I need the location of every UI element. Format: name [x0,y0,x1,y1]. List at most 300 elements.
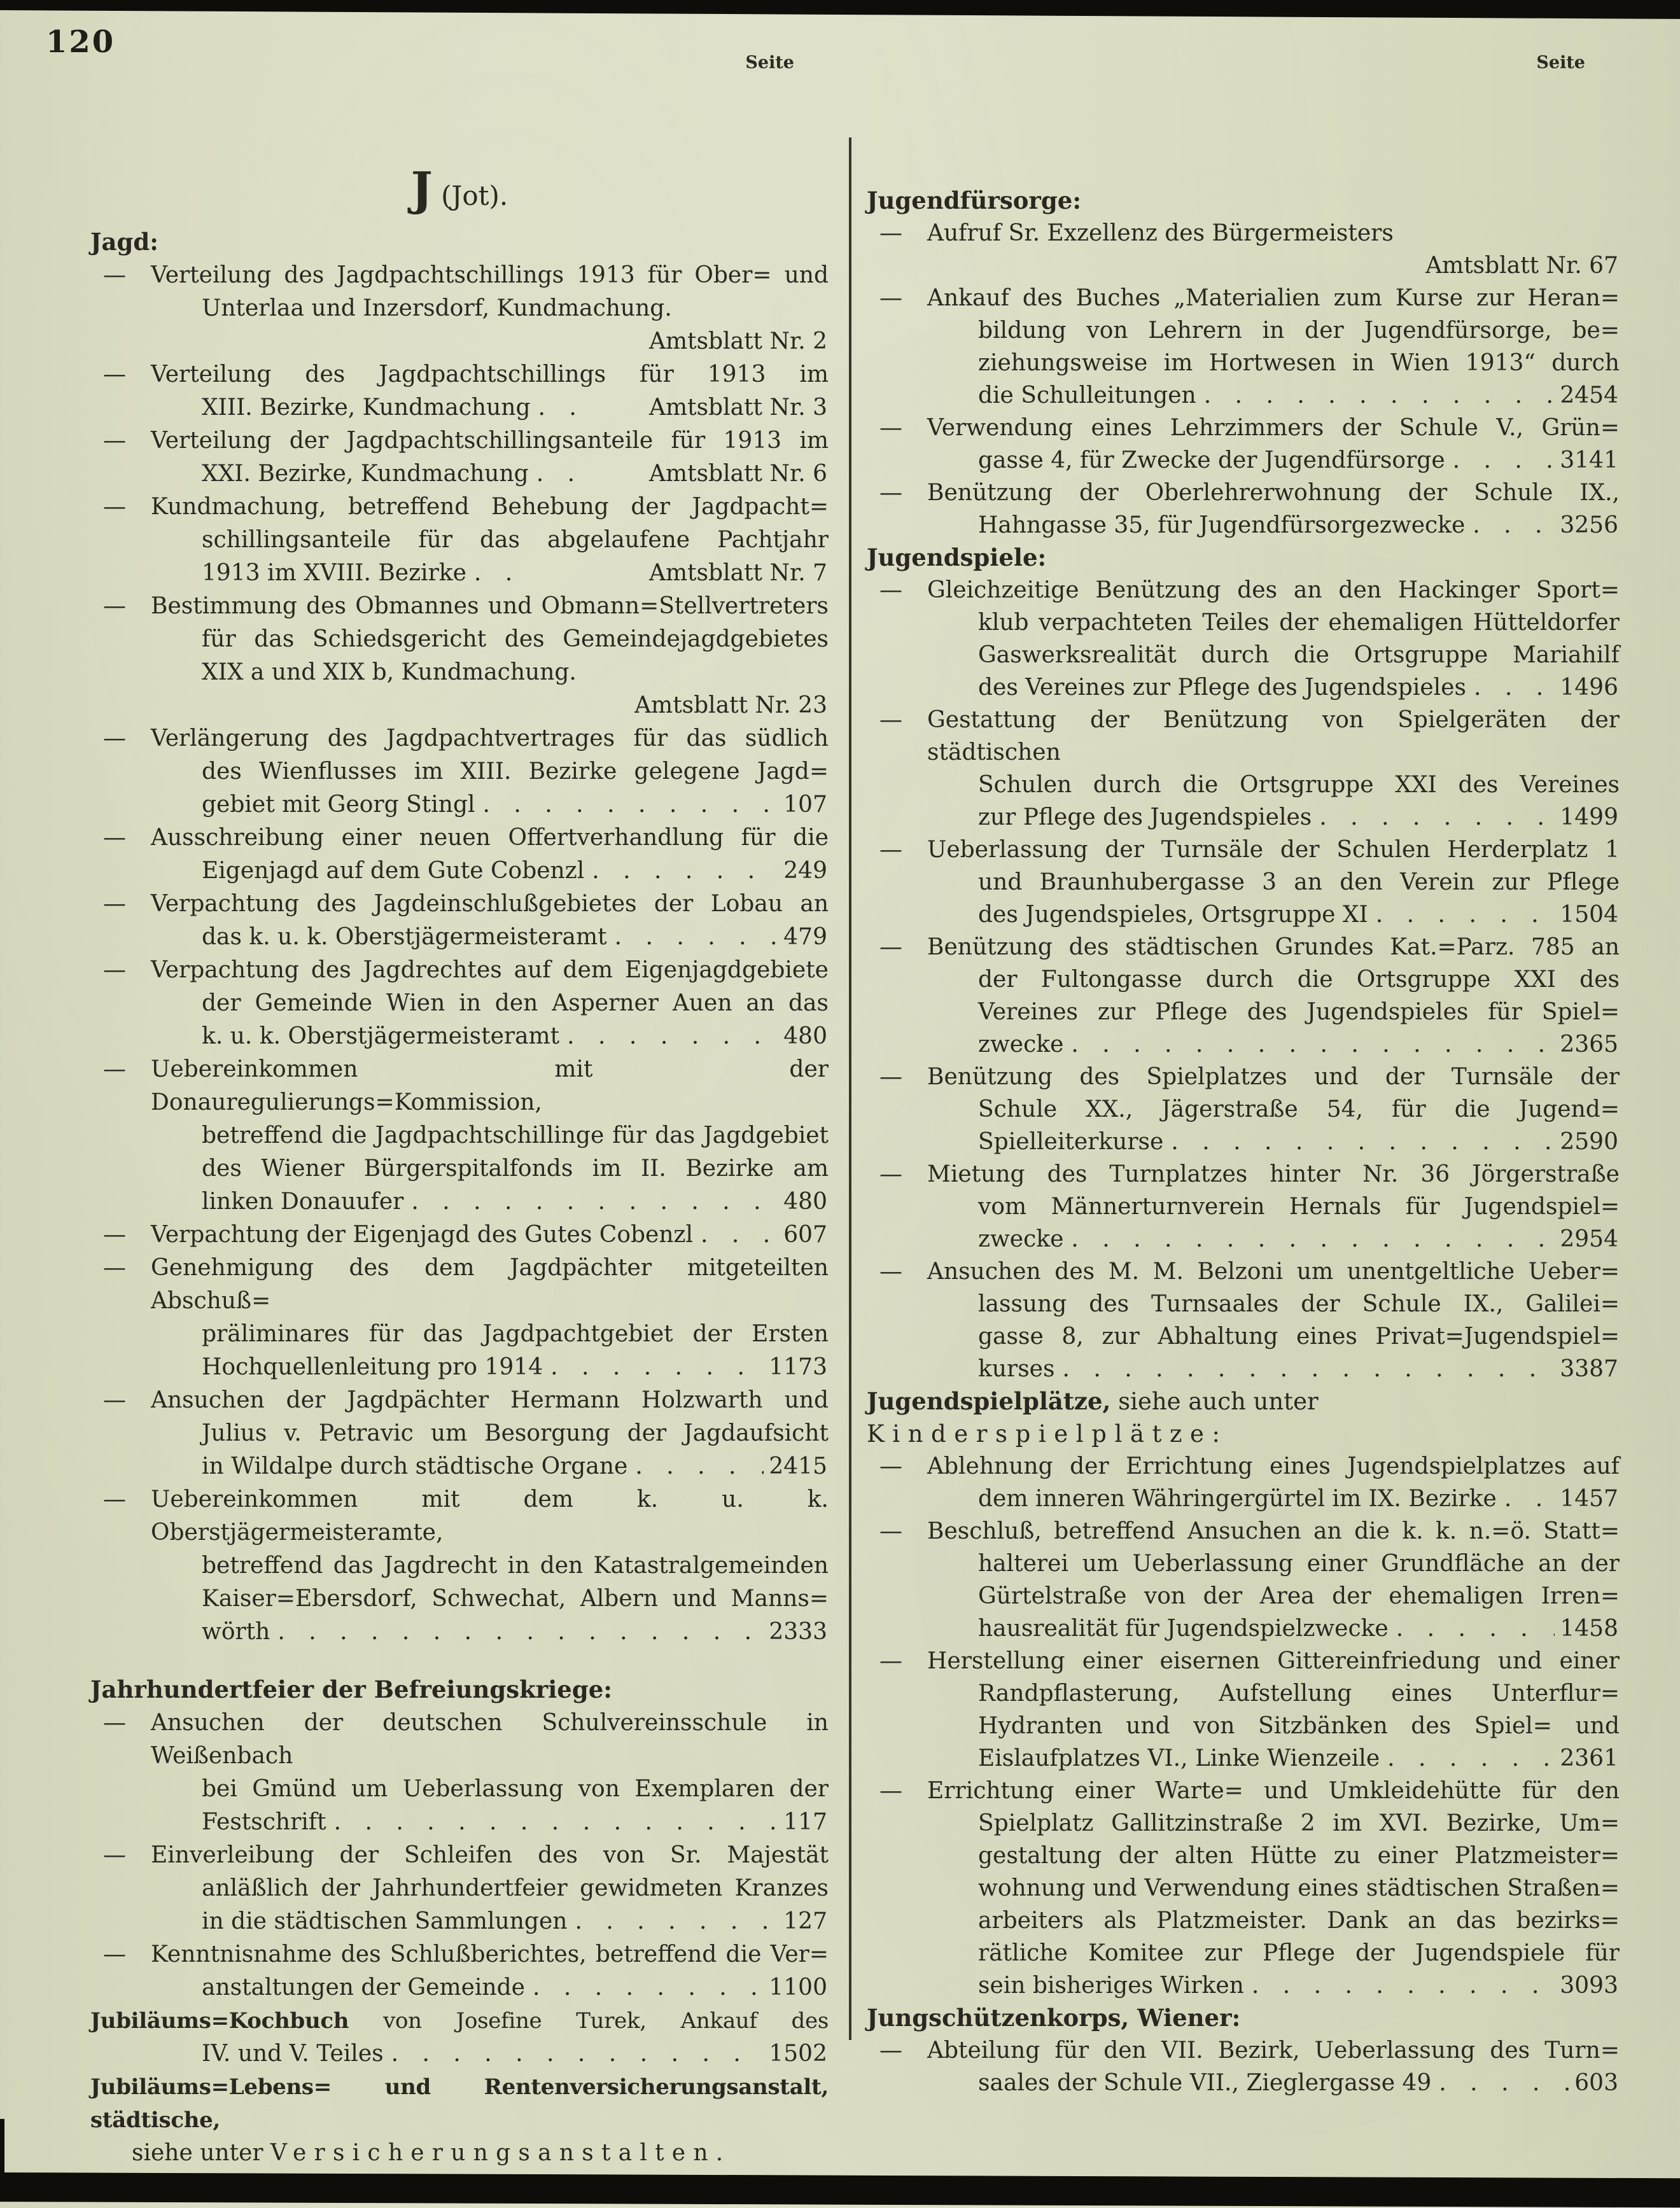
index-entry [90,424,829,491]
entry-line [90,292,829,325]
section-heading [867,542,1620,574]
entry-line [867,866,1620,898]
entry-line [90,722,829,755]
text-segment: halterei um Ueberlassung einer Grundfläche an der [978,1551,1620,1577]
page-ref: 479 [783,924,827,950]
text-segment: die Schulleitungen [978,382,1196,409]
entry-text [978,967,1620,993]
entry-text [151,428,829,454]
entry-line [90,1351,829,1384]
entry-line [90,1384,829,1417]
entry-text [978,1969,1244,2002]
entry-line [867,769,1620,801]
text-segment: des Wiener Bürgerspitalfonds im II. Bezirke am [202,1156,829,1182]
page-ref: Amtsblatt Nr. 6 [648,461,827,487]
text-segment: Benützung der Oberlehrerwohnung der Schule IX., [927,480,1620,506]
text-segment: vom Männerturnverein Hernals für Jugendspiel= [978,1194,1620,1220]
text-segment: gasse 4, für Zwecke der Jugendfürsorge [978,447,1445,473]
entry-line [867,1677,1620,1710]
entry-text [978,1483,1497,1515]
entry-text [202,2037,384,2071]
text-segment: Amtsblatt Nr. 23 [634,692,827,718]
text-segment: ziehungsweise im Hortwesen in Wien 1913“ durch [978,350,1620,376]
scan-edge-top [0,0,1680,19]
entry-text [978,898,1368,931]
entry-text [202,855,584,888]
entry-line [867,898,1620,931]
entry-line [90,788,829,821]
text-segment: Ansuchen der Jagdpächter Hermann Holzwarth und [151,1387,829,1413]
text-segment: klub verpachteten Teiles der ehemaligen Hütteldorfer [978,610,1620,636]
entry-dash: — [103,1842,126,1868]
entry-text [927,1259,1620,1285]
entry-text [978,1843,1620,1869]
index-entry [90,1483,829,1649]
text-segment: Verteilung des Jagdpachtschillings für 1913 im [151,361,829,388]
text-segment: der Fultongasse durch die Ortsgruppe XXI des [978,967,1620,993]
entry-text [90,2008,829,2034]
entry-text [927,1778,1620,1804]
page-ref: 2590 [1560,1129,1618,1155]
page-ref: 107 [783,792,827,818]
entry-dash: — [103,1710,126,1736]
text-segment: anstaltungen der Gemeinde [202,1974,525,2001]
page-ref: 1173 [769,1354,827,1380]
text-segment: Einverleibung der Schleifen des von Sr. Majestät [151,1842,829,1868]
entry-line [90,524,829,557]
entry-text [927,837,1620,863]
text-segment: gestaltung der alten Hütte zu einer Platzmeister= [978,1843,1620,1869]
text-segment: Uebereinkommen mit dem k. u. k. Oberstjägermeisteramte, [151,1486,829,1546]
entry-dash: — [879,1064,902,1090]
entry-line [90,2004,829,2037]
text-segment: arbeiters als Platzmeister. Dank an das bezirks= [978,1908,1620,1934]
entry-line [867,996,1620,1028]
entry-text [978,869,1620,895]
scan-edge-left [0,2119,4,2189]
text-segment: Ablehnung der Errichtung eines Jugendspielplatzes auf [927,1453,1620,1479]
entry-text [202,1905,567,1938]
entry-text [927,1648,1620,1674]
page-ref: 3093 [1560,1973,1618,1999]
entry-line [90,1252,829,1318]
text-segment: Amtsblatt Nr. 2 [648,328,827,354]
entry-text [151,593,829,619]
entry-text [132,2140,723,2166]
text-segment: : [1212,1420,1220,1448]
dot-leader [277,1616,764,1649]
text-segment: gasse 8, zur Abhaltung eines Privat=Jugendspiel= [978,1324,1620,1350]
entry-line [90,491,829,524]
entry-text [978,1028,1063,1061]
entry-dash: — [879,1161,902,1187]
column-blocks [867,185,1620,2099]
entry-line [867,1969,1620,2002]
dot-leader [1204,379,1555,412]
text-segment: Verpachtung des Jagdeinschlußgebietes der Lobau an [151,891,829,917]
entry-line [867,509,1620,542]
page-ref: 2954 [1560,1226,1618,1252]
entry-line [867,1612,1620,1645]
index-entry [867,217,1620,282]
entry-text [978,318,1620,344]
text-segment: zur Pflege des Jugendspieles [978,804,1312,830]
entry-text [202,1806,326,1839]
entry-text [202,659,577,685]
entry-text [634,692,827,718]
dot-leader [536,458,584,491]
index-entry [90,821,829,888]
page-ref: 1457 [1560,1486,1618,1512]
entry-line [90,1839,829,1872]
text-segment: Hydranten und von Sitzbänken des Spiel= und [978,1713,1620,1739]
entry-text [978,772,1620,798]
entry-text [978,610,1620,636]
text-segment: Verteilung des Jagdpachtschillings 1913 für Ober= und [151,262,829,288]
entry-text [978,1875,1620,1901]
page-ref: 249 [783,858,827,884]
entry-dash: — [879,480,902,506]
entry-text [202,1420,829,1446]
entry-text [202,1586,829,1612]
entry-text [927,220,1394,246]
entry-line [90,954,829,987]
entry-text [927,415,1620,441]
entry-text [978,444,1445,477]
text-segment: bildung von Lehrern in der Jugendfürsorge, be= [978,318,1620,344]
entry-text [978,1612,1389,1645]
page-ref: Amtsblatt Nr. 7 [648,560,827,586]
entry-line [90,623,829,656]
entry-text [927,285,1620,311]
entry-line [867,1353,1620,1385]
entry-line [90,2071,829,2137]
dot-leader [615,921,779,954]
entry-line [867,1191,1620,1223]
text-segment: XXI. Bezirke, Kundmachung [202,461,529,487]
text-segment: Jugendfürsorge: [867,186,1081,214]
text-segment: Gleichzeitige Benützung des an den Hackinger Sport= [927,577,1620,603]
entry-text [978,1126,1163,1158]
entry-line [867,1320,1620,1353]
entry-text [927,934,1620,960]
entry-text [927,1064,1620,1090]
entry-text [927,1453,1620,1479]
text-segment: Jahrhundertfeier der Befreiungskriege: [90,1675,612,1703]
entry-dash: — [879,1648,902,1674]
entry-text [202,1351,543,1384]
text-segment: zwecke [978,1031,1064,1058]
entry-line [867,963,1620,996]
entry-text [151,361,829,388]
text-segment: Jagd: [90,228,158,256]
index-column-right [867,53,1620,2099]
dot-leader [1474,671,1555,704]
text-segment: Verlängerung des Jagdpachtvertrages für das südlich [151,725,829,751]
entry-line [90,1152,829,1185]
text-segment: Mietung des Turnplatzes hinter Nr. 36 Jörgerstraße [927,1161,1620,1187]
dot-leader [1453,444,1555,477]
index-entry [90,1938,829,2004]
entry-text [978,2067,1431,2099]
entry-text [202,990,829,1016]
entry-dash: — [103,1056,126,1082]
text-segment: Ansuchen des M. M. Belzoni um unentgeltliche Ueber= [927,1259,1620,1285]
entry-text [202,295,672,321]
index-entry [867,704,1620,834]
entry-text [151,1387,829,1413]
entry-text [202,1450,627,1483]
entry-dash: — [879,2037,902,2064]
entry-line [867,1061,1620,1093]
text-segment: des Vereines zur Pflege des Jugendspieles [978,674,1466,701]
entry-dash: — [879,1518,902,1544]
entry-text [151,1710,829,1769]
text-segment: Abteilung für den VII. Bezirk, Ueberlassung des Turn= [927,2037,1620,2064]
page-ref: 3256 [1560,512,1618,538]
page-ref: 2333 [769,1619,827,1645]
entry-text [202,391,531,424]
dot-leader [1376,898,1555,931]
page-ref: 1502 [769,2041,827,2067]
index-column-left [90,53,829,2170]
dot-leader [1171,1126,1555,1158]
entry-text [202,788,475,821]
column-divider-rule [849,137,851,2040]
entry-line [867,1548,1620,1580]
text-segment: siehe auch unter [1110,1388,1319,1415]
entry-line [867,1450,1620,1483]
text-segment: betreffend das Jagdrecht in den Katastralgemeinden [202,1553,829,1579]
entry-text [151,262,829,288]
dot-leader [334,1806,779,1839]
amtsblatt-reference-line [90,325,829,358]
text-segment: Unterlaa und Inzersdorf, Kundmachung. [202,295,672,321]
entry-line [90,590,829,623]
text-segment: des Wienflusses im XIII. Bezirke gelegene Jagd= [202,758,829,785]
entry-text [202,1122,829,1149]
entry-line [90,888,829,921]
entry-line [867,1288,1620,1320]
dot-leader [701,1219,778,1252]
text-segment: Hahngasse 35, für Jugendfürsorgezwecke [978,512,1466,538]
letter-caption: (Jot). [432,180,508,211]
text-segment: kurses [978,1356,1055,1382]
seite-column-header: Seite [745,53,794,73]
entry-line [90,1185,829,1219]
entry-line [90,2137,829,2170]
text-segment: Benützung des städtischen Grundes Kat.=Parz. 785 an [927,934,1620,960]
entry-text [978,1742,1380,1775]
entry-line [867,606,1620,639]
entry-line [867,1483,1620,1515]
text-segment: Amtsblatt Nr. 67 [1425,253,1618,279]
dot-leader [411,1185,778,1219]
index-entry [90,1839,829,1938]
text-segment: XIII. Bezirke, Kundmachung [202,395,531,421]
text-segment: das k. u. k. Oberstjägermeisteramt [202,924,607,950]
entry-line [90,1417,829,1450]
text-segment: zwecke [978,1226,1064,1252]
page-ref: 3387 [1560,1356,1618,1382]
text-segment: wohnung und Verwendung eines städtischen Straßen= [978,1875,1620,1901]
entry-text [978,1223,1063,1255]
entry-text [202,1185,403,1219]
entry-line [867,574,1620,606]
entry-text [202,1553,829,1579]
entry-text [978,1324,1620,1350]
entry-line [90,424,829,458]
entry-line [867,671,1620,704]
index-entry [90,2004,829,2071]
entry-line [90,1971,829,2004]
text-segment: Julius v. Petravic um Besorgung der Jagdaufsicht [202,1420,829,1446]
entry-text [202,758,829,785]
dot-leader [483,788,779,821]
text-segment: linken Donauufer [202,1189,404,1215]
entry-line [867,282,1620,314]
entry-line [90,1773,829,1806]
index-entry [90,1219,829,1252]
entry-text [202,1020,559,1053]
text-segment: Benützung des Spielplatzes und der Turnsäle der [927,1064,1620,1090]
text-segment: Gestattung der Benützung von Spielgeräten der städtischen [927,707,1620,765]
entry-dash: — [103,1255,126,1281]
page-ref: 1100 [769,1974,827,2001]
entry-text [151,825,829,851]
entry-line [867,801,1620,834]
entry-line [867,704,1620,769]
seite-column-header: Seite [1536,53,1585,73]
entry-text [978,1353,1054,1385]
entry-line [90,358,829,391]
entry-text [202,458,529,491]
entry-text [927,2037,1620,2064]
text-segment: Jugendspielplätze, [867,1387,1111,1415]
text-segment: Jubiläums=Lebens= und Rentenversicherungsanstalt, städtische, [90,2074,829,2133]
entry-line [90,1020,829,1053]
scan-edge-bottom [0,2172,1680,2207]
text-segment: IV. und V. Teiles [202,2041,384,2067]
dot-leader [1071,1028,1555,1061]
index-entry [90,1053,829,1219]
index-entry [90,491,829,590]
text-segment: Verpachtung des Jagdrechtes auf dem Eigenjagdgebiete [151,957,829,983]
text-segment: Errichtung einer Warte= und Umkleidehütte für den [927,1778,1620,1804]
entry-dash: — [879,934,902,960]
entry-line [867,1904,1620,1937]
text-segment: Gaswerksrealität durch die Ortsgruppe Mariahilf [978,642,1620,668]
text-segment: bei Gmünd um Ueberlassung von Exemplaren der [202,1776,829,1802]
index-entry [867,1158,1620,1255]
page-ref: Amtsblatt Nr. 3 [648,395,827,421]
entry-text [978,671,1466,704]
entry-text [151,725,829,751]
entry-text [978,999,1620,1025]
text-segment: Uebereinkommen mit der Donauregulierungs=Kommission, [151,1056,829,1115]
page-ref: 1499 [1560,804,1618,830]
entry-text [978,1810,1620,1836]
text-segment: wörth [202,1619,270,1645]
letter-section-heading [90,162,829,221]
entry-text [978,509,1465,542]
index-entry [867,1450,1620,1515]
text-segment: Bestimmung des Obmannes und Obmann=Stellvertreters [151,593,829,619]
entry-text [202,1616,270,1649]
text-segment: . [715,2140,724,2166]
entry-line [867,1223,1620,1255]
section-heading [867,185,1620,217]
entry-line [90,1583,829,1616]
entry-text [151,1056,829,1115]
entry-text [151,1941,829,1967]
text-segment: Jugendspiele: [867,543,1047,571]
text-segment: Eislaufplatzes VI., Linke Wienzeile [978,1745,1380,1771]
entry-line [90,1616,829,1649]
entry-text [649,328,827,354]
text-segment: Ankauf des Buches „Materialien zum Kurse zur Heran= [927,285,1620,311]
dot-leader [550,1351,764,1384]
index-entry [90,590,829,722]
page-ref: 1504 [1560,902,1618,928]
entry-line [90,1219,829,1252]
entry-dash: — [879,220,902,246]
page-ref: 127 [783,1908,827,1934]
text-segment: Verteilung der Jagdpachtschillingsanteile für 1913 im [151,428,829,454]
entry-dash: — [879,1259,902,1285]
entry-text [1425,253,1618,279]
entry-text [151,957,829,983]
entry-line [90,259,829,292]
text-segment: rätliche Komitee zur Pflege der Jugendspiele für [978,1940,1620,1966]
entry-line [90,1053,829,1119]
entry-line [867,931,1620,963]
entry-line [867,2034,1620,2067]
entry-line [90,1119,829,1152]
text-segment: von Josefine Turek, Ankauf des [349,2008,829,2034]
text-segment: Jungschützenkorps, Wiener: [867,2004,1241,2032]
entry-line [867,314,1620,347]
page-ref: 2415 [769,1453,827,1479]
entry-line [867,1028,1620,1061]
entry-text [151,1842,829,1868]
section-heading [867,2002,1620,2034]
entry-line [867,1775,1620,1807]
entry-text [978,642,1620,668]
index-entry [867,412,1620,477]
entry-dash: — [879,415,902,441]
page-number: 120 [46,24,116,60]
entry-text [927,707,1620,765]
entry-text [927,1161,1620,1187]
page-ref: 2361 [1560,1745,1618,1771]
entry-line [90,1872,829,1905]
entry-line [867,1645,1620,1677]
entry-line [90,391,829,424]
entry-line [90,2037,829,2071]
text-segment: Jubiläums=Kochbuch [90,2008,349,2034]
index-entry [867,1515,1620,1645]
text-segment: Herstellung einer eisernen Gittereinfriedung und einer [927,1648,1620,1674]
entry-line [867,1710,1620,1742]
page-ref: 603 [1574,2070,1618,2096]
index-entry [867,1061,1620,1158]
index-entry [867,834,1620,931]
text-segment: in die städtischen Sammlungen [202,1908,568,1934]
index-entry [867,1255,1620,1385]
entry-text [978,1713,1620,1739]
dot-leader [538,391,585,424]
